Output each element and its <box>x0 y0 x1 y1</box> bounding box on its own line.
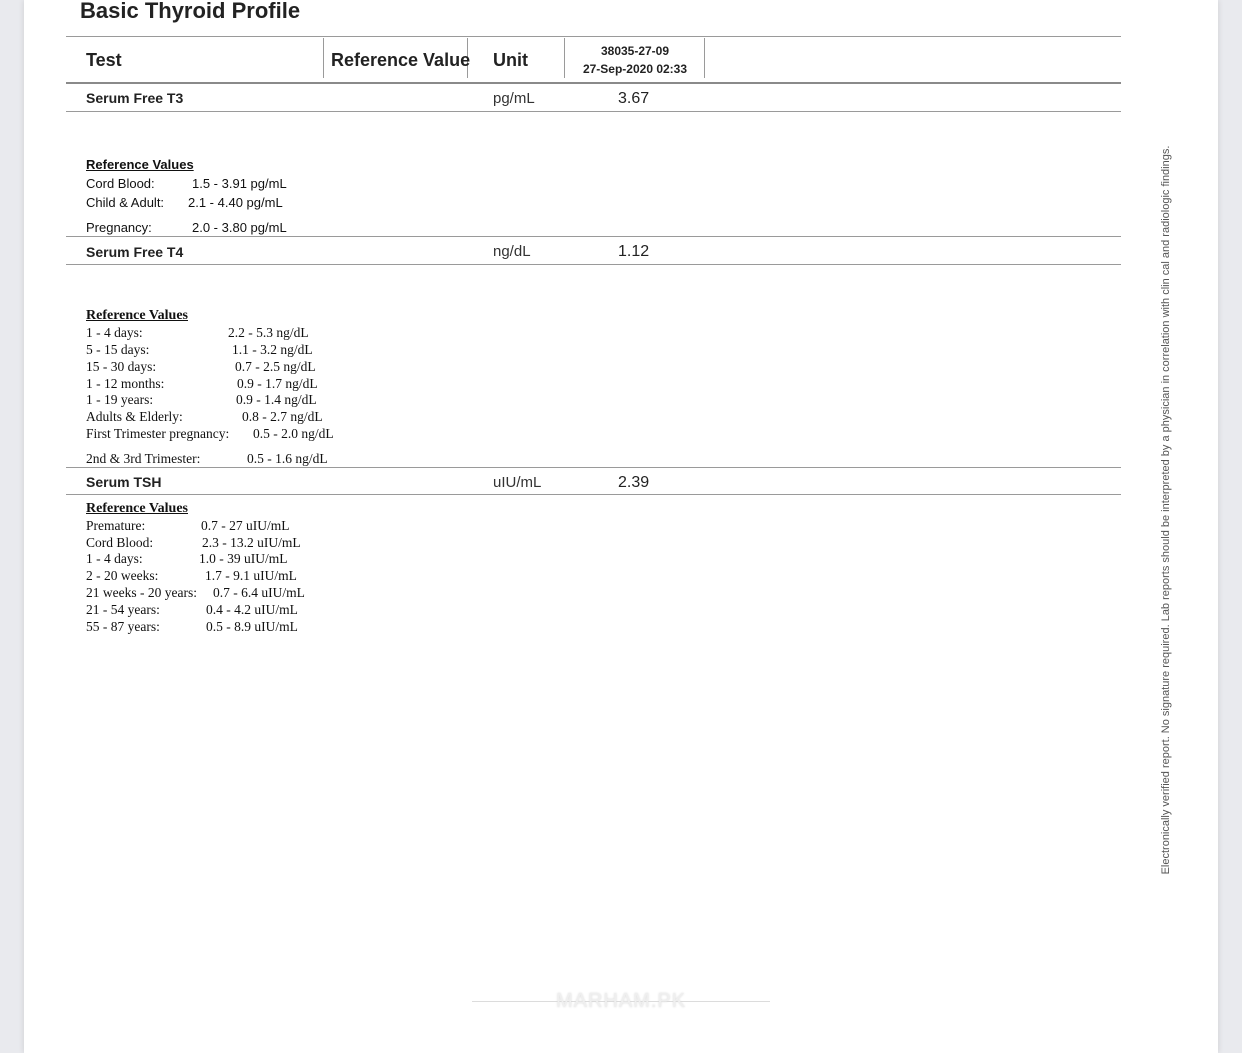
reference-range: 2.1 - 4.40 pg/mL <box>188 195 283 210</box>
reference-label: Adults & Elderly: <box>86 409 183 424</box>
reference-label: Child & Adult: <box>86 195 165 210</box>
column-divider <box>323 38 324 78</box>
sample-date: 27-Sep-2020 02:33 <box>582 62 688 76</box>
reference-label: 2 - 20 weeks: <box>86 568 159 583</box>
reference-range: 2.0 - 3.80 pg/mL <box>192 220 287 235</box>
test-name-t4: Serum Free T4 <box>86 244 184 260</box>
test-name-tsh: Serum TSH <box>86 474 162 490</box>
reference-label: First Trimester pregnancy: <box>86 426 230 441</box>
row-rule <box>66 236 1121 237</box>
reference-range: 0.7 - 6.4 uIU/mL <box>213 585 305 600</box>
reference-label: 5 - 15 days: <box>86 342 150 357</box>
reference-range: 1.5 - 3.91 pg/mL <box>192 176 287 191</box>
reference-range: 0.4 - 4.2 uIU/mL <box>206 602 298 617</box>
reference-range: 0.7 - 2.5 ng/dL <box>235 359 316 374</box>
reference-range: 0.8 - 2.7 ng/dL <box>242 409 323 424</box>
row-rule <box>66 264 1121 265</box>
reference-label: 21 - 54 years: <box>86 602 160 617</box>
reference-range: 0.9 - 1.7 ng/dL <box>237 376 318 391</box>
reference-label: Pregnancy: <box>86 220 152 235</box>
reference-range: 0.7 - 27 uIU/mL <box>201 518 290 533</box>
reference-heading-t4: Reference Values <box>86 308 188 323</box>
reference-range: 0.9 - 1.4 ng/dL <box>236 392 317 407</box>
verification-disclaimer: Electronically verified report. No signature required. Lab reports should be interpreted by a physician in correlation with clin cal and radiologic findings. <box>1160 145 1172 875</box>
header-top-rule <box>66 36 1121 37</box>
column-header-test: Test <box>86 50 122 70</box>
test-unit-t3: pg/mL <box>493 90 535 107</box>
report-page <box>24 0 1218 1053</box>
test-name-t3: Serum Free T3 <box>86 90 184 106</box>
reference-range: 0.5 - 2.0 ng/dL <box>253 426 334 441</box>
reference-range: 1.7 - 9.1 uIU/mL <box>205 568 297 583</box>
reference-label: Cord Blood: <box>86 176 155 191</box>
column-header-reference: Reference Value <box>331 50 471 70</box>
reference-heading-tsh: Reference Values <box>86 501 188 516</box>
reference-label: Premature: <box>86 518 146 533</box>
reference-range: 2.3 - 13.2 uIU/mL <box>202 535 301 550</box>
test-unit-t4: ng/dL <box>493 243 531 260</box>
reference-range: 0.5 - 1.6 ng/dL <box>247 451 328 466</box>
reference-label: 21 weeks - 20 years: <box>86 585 197 600</box>
reference-label: 1 - 4 days: <box>86 551 143 566</box>
reference-label: 1 - 12 months: <box>86 376 165 391</box>
reference-range: 0.5 - 8.9 uIU/mL <box>206 619 298 634</box>
sample-id: 38035-27-09 <box>600 44 670 58</box>
watermark-logo: MARHAM.PK <box>555 990 687 1012</box>
column-header-unit: Unit <box>493 50 528 70</box>
reference-range: 1.1 - 3.2 ng/dL <box>232 342 313 357</box>
reference-range: 2.2 - 5.3 ng/dL <box>228 325 309 340</box>
header-bottom-rule <box>66 82 1121 84</box>
test-unit-tsh: uIU/mL <box>493 474 542 491</box>
test-result-t4: 1.12 <box>618 243 650 260</box>
reference-label: 15 - 30 days: <box>86 359 157 374</box>
row-rule <box>66 467 1121 468</box>
reference-range: 1.0 - 39 uIU/mL <box>199 551 288 566</box>
report-title: Basic Thyroid Profile <box>80 0 301 23</box>
reference-heading-t3: Reference Values <box>86 157 194 172</box>
reference-label: 55 - 87 years: <box>86 619 160 634</box>
reference-label: 2nd & 3rd Trimester: <box>86 451 201 466</box>
reference-label: 1 - 19 years: <box>86 392 154 407</box>
row-rule <box>66 111 1121 112</box>
reference-label: Cord Blood: <box>86 535 154 550</box>
reference-label: 1 - 4 days: <box>86 325 143 340</box>
row-rule <box>66 494 1121 495</box>
test-result-tsh: 2.39 <box>618 474 650 491</box>
test-result-t3: 3.67 <box>618 90 650 107</box>
